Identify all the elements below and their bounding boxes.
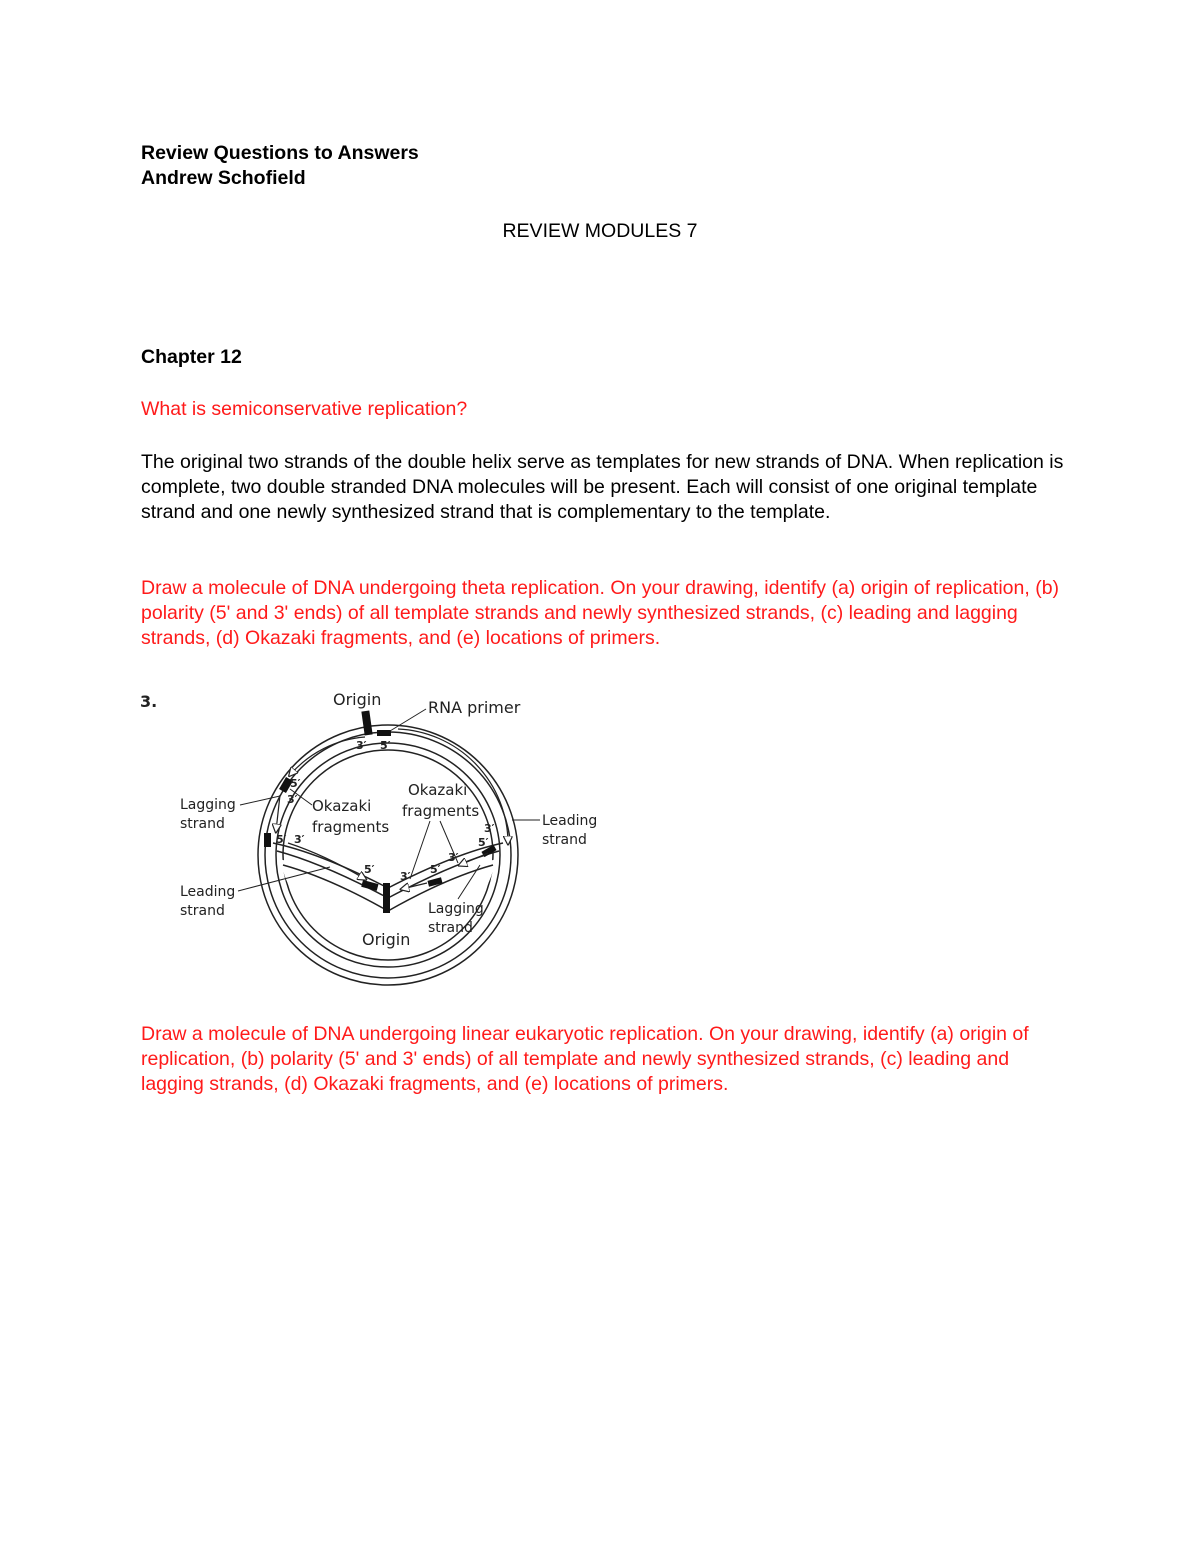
label-okazaki-center-1: Okazaki — [408, 781, 468, 799]
label-lagging-bottom-2: strand — [428, 920, 473, 936]
question-linear-replication: Draw a molecule of DNA undergoing linear eukaryotic replication. On your drawing, identify (a) origin of replication, (b) polarity (5' and 3' ends) of all template and newly synthesized strands, (c) leading and lagging strands, (d) Okazaki fragments, and (e) locations of primers. — [141, 1023, 1029, 1095]
label-leading-left-1: Leading — [180, 884, 236, 900]
chapter-heading: Chapter 12 — [141, 346, 242, 368]
question-semiconservative: What is semiconservative replication? — [141, 398, 468, 420]
label-origin-top: Origin — [333, 690, 382, 709]
polarity-3-top: 3′ — [356, 739, 367, 752]
label-okazaki-left-1: Okazaki — [312, 797, 372, 815]
polarity-5-left-lower: 5′ — [276, 833, 287, 846]
label-lagging-bottom-1: Lagging — [428, 901, 484, 917]
label-lagging-left-2: strand — [180, 816, 225, 832]
theta-replication-diagram — [140, 683, 610, 993]
label-leading-right-2: strand — [542, 832, 587, 848]
document-title: Review Questions to Answers — [141, 142, 419, 164]
primer-left-lower — [264, 833, 271, 847]
polarity-3-bottom: 3′ — [400, 870, 411, 883]
module-heading: REVIEW MODULES 7 — [502, 220, 698, 242]
answer-semiconservative: The original two strands of the double helix serve as templates for new strands of DNA. When replication is complete, two double stranded DNA molecules will be present. Each will consist of one original template strand and one newly synthesized strand that is complementary to the template. — [141, 451, 1064, 523]
origin-mark-top — [361, 711, 372, 736]
document-author: Andrew Schofield — [141, 167, 306, 189]
origin-mark-bottom — [383, 883, 390, 913]
rna-primer-top — [377, 730, 391, 736]
label-okazaki-center-2: fragments — [402, 802, 480, 820]
label-leading-left-2: strand — [180, 903, 225, 919]
polarity-5-bottom: 5′ — [364, 863, 375, 876]
polarity-3-left-lower: 3′ — [294, 833, 305, 846]
label-lagging-left-1: Lagging — [180, 797, 236, 813]
figure-number: 3. — [140, 692, 158, 711]
polarity-3-right: 3′ — [484, 822, 495, 835]
polarity-5-top: 5′ — [380, 739, 391, 752]
label-okazaki-left-2: fragments — [312, 818, 390, 836]
label-leading-right-1: Leading — [542, 813, 598, 829]
label-origin-bottom: Origin — [362, 930, 411, 949]
polarity-5-bottom-right: 5′ — [430, 863, 441, 876]
label-rna-primer: RNA primer — [428, 698, 521, 717]
polarity-5-right: 5′ — [478, 836, 489, 849]
question-theta-replication: Draw a molecule of DNA undergoing theta replication. On your drawing, identify (a) origin of replication, (b) polarity (5' and 3' ends) of all template strands and newly synthesized strands, (c) leading and lagging strands, (d) Okazaki fragments, and (e) locations of primers. — [141, 577, 1060, 649]
polarity-3-left: 3′ — [287, 793, 298, 806]
polarity-5-left: 5′ — [290, 777, 301, 790]
polarity-3-bottom-right: 3′ — [448, 851, 459, 864]
